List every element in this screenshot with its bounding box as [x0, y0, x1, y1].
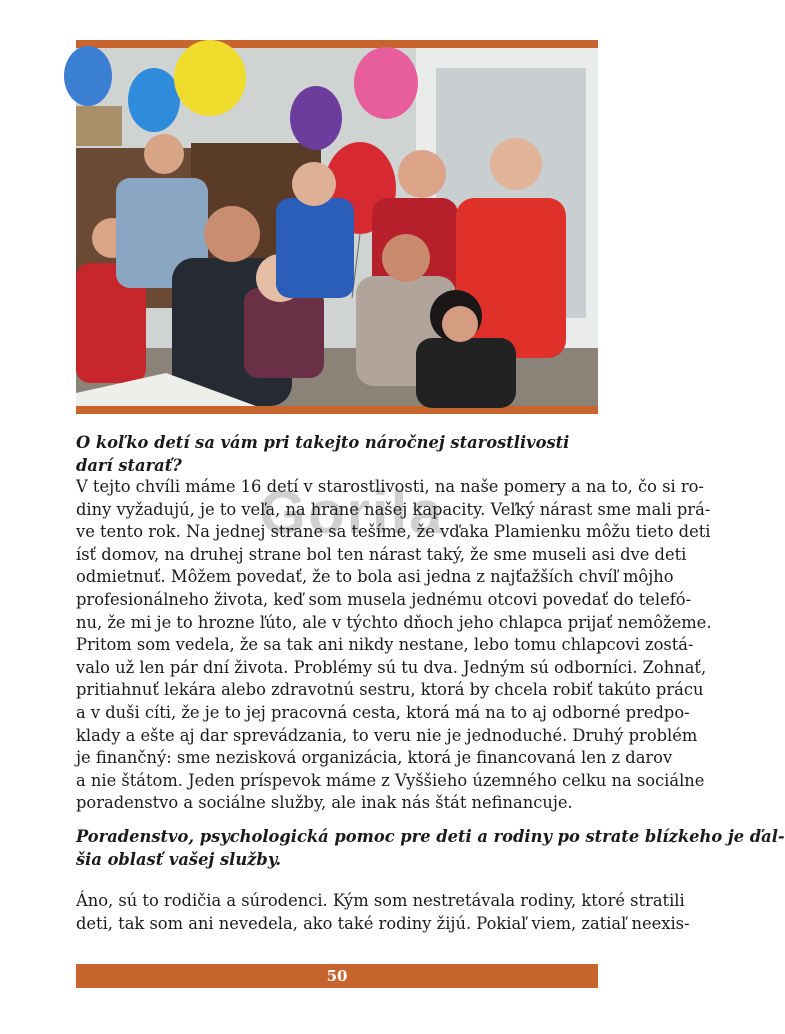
- text-line: odmietnuť. Môžem povedať, že to bola asi jedna z najťažších chvíľ môjho: [76, 567, 674, 587]
- balloon-blue: [64, 46, 112, 106]
- question-heading-1: O koľko detí sa vám pri takejto náročnej starostlivosti darí starať?: [76, 433, 570, 475]
- page-number: 50: [76, 964, 598, 988]
- paragraph-2: [76, 890, 690, 935]
- group-photo: [76, 48, 598, 406]
- text-line: diny vyžadujú, je to veľa, na hrane našej kapacity. Veľký nárast sme mali prá-: [76, 499, 711, 519]
- text-line: Áno, sú to rodičia a súrodenci. Kým som nestretávala rodiny, ktoré stratili: [76, 891, 685, 910]
- watermark: Gorila: [259, 479, 445, 546]
- text-line: pritiahnuť lekára alebo zdravotnú sestru, ktorá by chcela robiť takúto prácu: [76, 680, 704, 700]
- text-line: šia oblasť vašej služby.: [76, 849, 282, 869]
- paragraph-1: [76, 476, 712, 815]
- text-line: a nie štátom. Jeden príspevok máme z Vyššieho územného celku na sociálne: [76, 770, 705, 790]
- text-line: nu, že mi je to hrozne ľúto, ale v týchto dňoch jeho chlapca prijať nemôžeme.: [76, 612, 712, 632]
- text-line: Pritom som vedela, že sa tak ani nikdy nestane, lebo tomu chlapcovi zostá-: [76, 635, 694, 655]
- text-line: profesionálneho života, keď som musela jednému otcovi povedať do telefó-: [76, 589, 692, 609]
- text-line: valo už len pár dní života. Problémy sú tu dva. Jedným sú odborníci. Zohnať,: [76, 657, 707, 677]
- text-line: ísť domov, na druhej strane bol ten nárast taký, že sme museli asi dve deti: [76, 544, 687, 564]
- balloon-yellow: [174, 40, 246, 116]
- text-line: klady a ešte aj dar sprevádzania, to veru nie je jednoduché. Druhý problém: [76, 725, 698, 745]
- balloon-purple: [290, 86, 342, 150]
- photo-frame: [76, 40, 598, 414]
- question-heading-2: [76, 826, 785, 871]
- text-line: Poradenstvo, psychologická pomoc pre deti a rodiny po strate blízkeho je ďal-: [76, 827, 785, 846]
- text-line: deti, tak som ani nevedela, ako také rodiny žijú. Pokiaľ viem, zatiaľ neexis-: [76, 913, 690, 933]
- text-line: V tejto chvíli máme 16 detí v starostlivosti, na naše pomery a na to, čo si ro-: [76, 477, 704, 496]
- text-line: ve tento rok. Na jednej strane sa tešíme, že vďaka Plamienku môžu tieto deti: [76, 522, 711, 542]
- balloon-pink: [354, 47, 418, 119]
- text-line: poradenstvo a sociálne služby, ale inak nás štát nefinancuje.: [76, 793, 573, 813]
- balloon-blue-2: [128, 68, 180, 132]
- text-line: a v duši cíti, že je to jej pracovná cesta, ktorá má na to aj odborné predpo-: [76, 702, 690, 722]
- text-line: je finančný: sme nezisková organizácia, ktorá je financovaná len z darov: [76, 748, 673, 768]
